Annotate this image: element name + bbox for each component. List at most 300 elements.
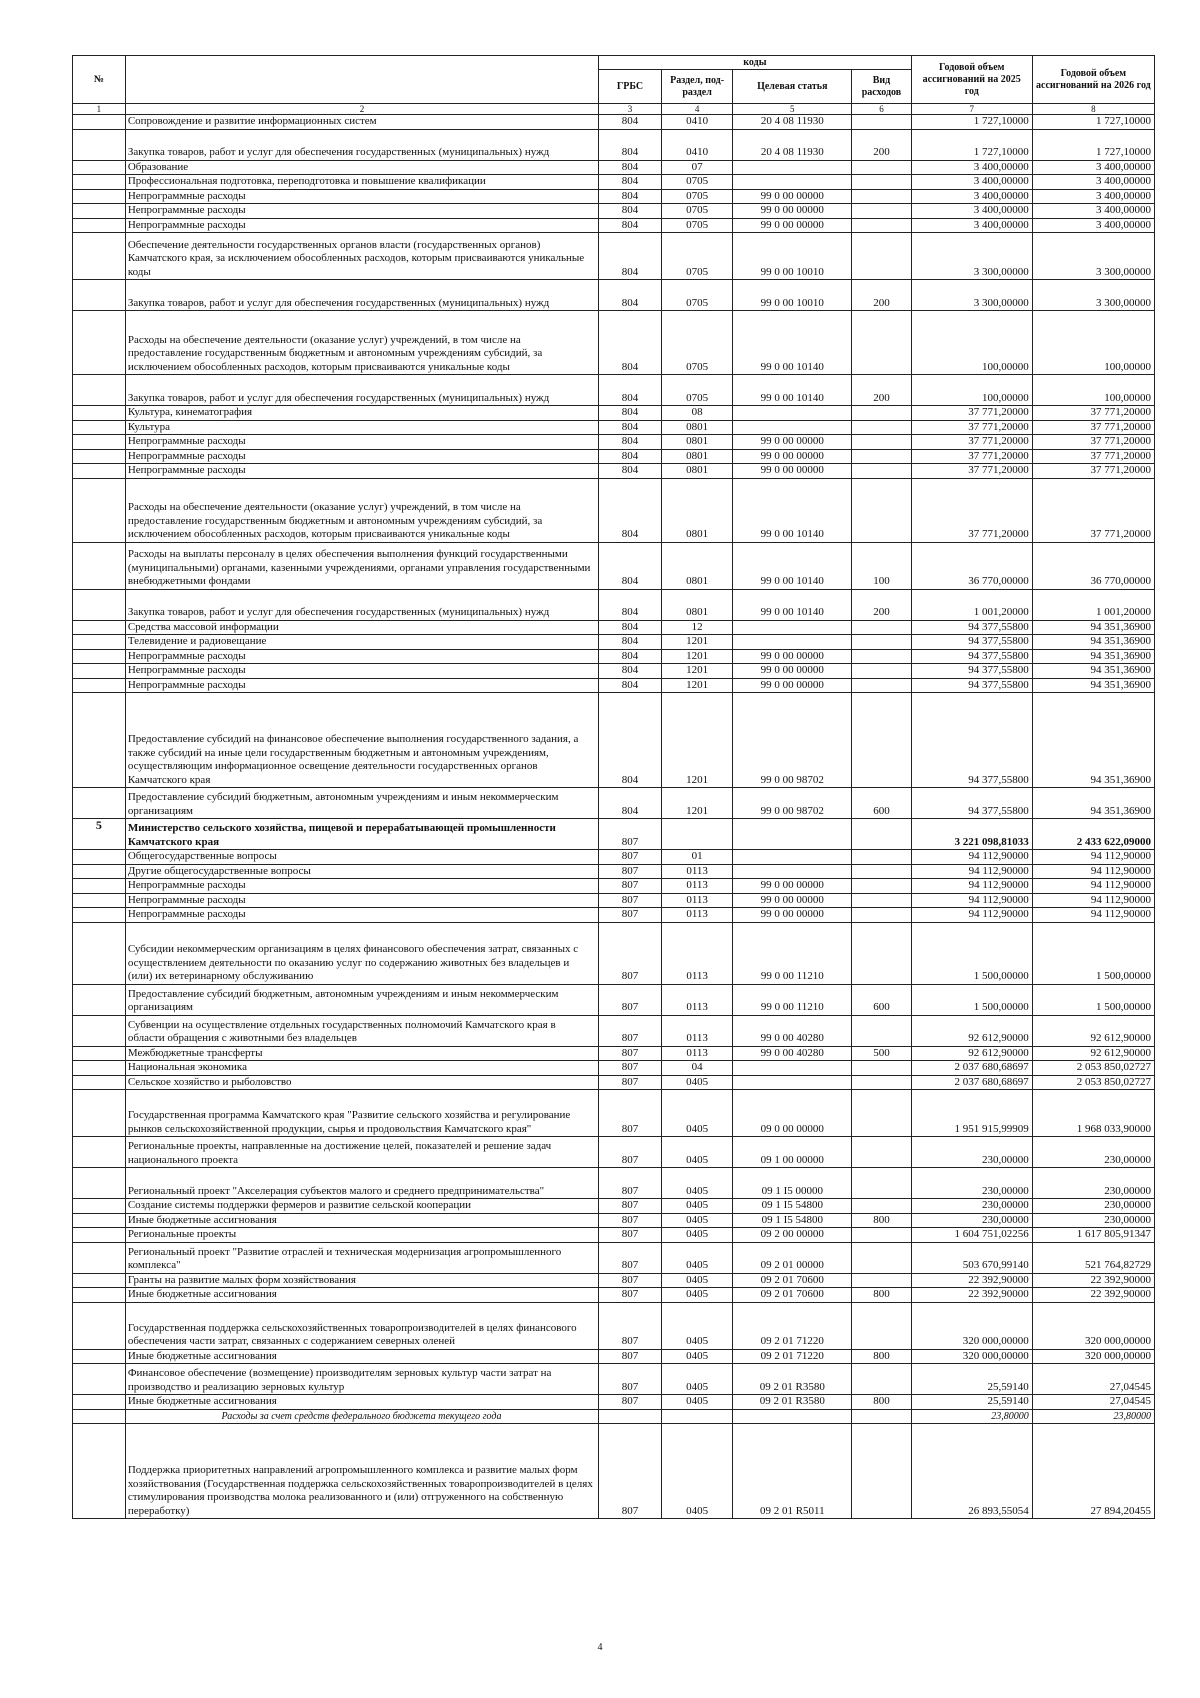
row-number bbox=[73, 1137, 126, 1168]
row-grbs-code: 807 bbox=[599, 1090, 662, 1137]
table-row bbox=[73, 819, 1155, 850]
row-expense-type bbox=[852, 922, 911, 984]
row-name: Государственная программа Камчатского края "Развитие сельского хозяйства и регулирование рынков сельскохозяйственной продукции, сырья и продовольствия Камчатского края" bbox=[125, 1090, 598, 1137]
row-number bbox=[73, 678, 126, 693]
row-name: Непрограммные расходы bbox=[125, 908, 598, 923]
row-number bbox=[73, 922, 126, 984]
row-volume-2025: 100,00000 bbox=[911, 311, 1032, 375]
row-section-code: 0113 bbox=[661, 879, 733, 894]
row-section-code: 0405 bbox=[661, 1273, 733, 1288]
row-section-code: 0405 bbox=[661, 1242, 733, 1273]
column-number: 4 bbox=[661, 104, 733, 115]
row-target-article: 09 1 I5 00000 bbox=[733, 1168, 852, 1199]
row-target-article: 09 2 01 70600 bbox=[733, 1273, 852, 1288]
row-section-code: 0405 bbox=[661, 1349, 733, 1364]
row-name: Сопровождение и развитие информационных систем bbox=[125, 115, 598, 130]
row-name: Закупка товаров, работ и услуг для обеспечения государственных (муниципальных) нужд bbox=[125, 589, 598, 620]
row-target-article: 09 2 01 R3580 bbox=[733, 1364, 852, 1395]
row-name: Непрограммные расходы bbox=[125, 204, 598, 219]
row-section-code: 0410 bbox=[661, 129, 733, 160]
row-grbs-code: 807 bbox=[599, 1046, 662, 1061]
row-name: Субвенции на осуществление отдельных государственных полномочий Камчатского края в области обращения с животными без владельцев bbox=[125, 1015, 598, 1046]
row-section-code: 0705 bbox=[661, 218, 733, 233]
row-name: Культура, кинематография bbox=[125, 406, 598, 421]
row-name: Предоставление субсидий бюджетным, автономным учреждениям и иным некоммерческим организациям bbox=[125, 984, 598, 1015]
row-target-article: 99 0 00 10140 bbox=[733, 478, 852, 542]
row-volume-2025: 22 392,90000 bbox=[911, 1273, 1032, 1288]
row-name: Национальная экономика bbox=[125, 1061, 598, 1076]
table-row bbox=[73, 1090, 1155, 1137]
row-expense-type bbox=[852, 1302, 911, 1349]
row-volume-2026: 37 771,20000 bbox=[1032, 449, 1154, 464]
table-row bbox=[73, 879, 1155, 894]
row-section-code: 0705 bbox=[661, 233, 733, 280]
row-name: Расходы на обеспечение деятельности (оказание услуг) учреждений, в том числе на предоставление государственным бюджетным и автономным учреждениям субсидий, за исключением обособленных расходов, которым присваиваются уникальные коды bbox=[125, 311, 598, 375]
row-target-article: 99 0 00 00000 bbox=[733, 189, 852, 204]
row-section-code: 0405 bbox=[661, 1075, 733, 1090]
row-volume-2026: 1 727,10000 bbox=[1032, 129, 1154, 160]
row-number bbox=[73, 160, 126, 175]
row-target-article: 09 2 01 71220 bbox=[733, 1302, 852, 1349]
row-expense-type bbox=[852, 449, 911, 464]
row-name: Непрограммные расходы bbox=[125, 189, 598, 204]
row-section-code: 1201 bbox=[661, 693, 733, 788]
row-volume-2025: 22 392,90000 bbox=[911, 1288, 1032, 1303]
row-number bbox=[73, 115, 126, 130]
row-section-code bbox=[661, 1409, 733, 1424]
row-section-code: 0705 bbox=[661, 280, 733, 311]
table-row bbox=[73, 649, 1155, 664]
row-target-article: 99 0 00 11210 bbox=[733, 984, 852, 1015]
row-volume-2026: 3 300,00000 bbox=[1032, 233, 1154, 280]
row-volume-2025: 94 112,90000 bbox=[911, 864, 1032, 879]
row-target-article: 99 0 00 00000 bbox=[733, 464, 852, 479]
table-row bbox=[73, 1137, 1155, 1168]
row-number bbox=[73, 984, 126, 1015]
row-section-code: 0405 bbox=[661, 1424, 733, 1519]
row-volume-2026: 94 351,36900 bbox=[1032, 664, 1154, 679]
row-section-code: 0405 bbox=[661, 1395, 733, 1410]
table-row bbox=[73, 435, 1155, 450]
row-volume-2025: 503 670,99140 bbox=[911, 1242, 1032, 1273]
row-name: Создание системы поддержки фермеров и развитие сельской кооперации bbox=[125, 1199, 598, 1214]
row-expense-type bbox=[852, 635, 911, 650]
row-expense-type bbox=[852, 693, 911, 788]
table-row bbox=[73, 280, 1155, 311]
row-volume-2026: 92 612,90000 bbox=[1032, 1046, 1154, 1061]
row-target-article: 99 0 00 00000 bbox=[733, 649, 852, 664]
row-number bbox=[73, 1409, 126, 1424]
row-number bbox=[73, 1046, 126, 1061]
table-row bbox=[73, 233, 1155, 280]
row-volume-2025: 23,80000 bbox=[911, 1409, 1032, 1424]
row-number bbox=[73, 175, 126, 190]
row-volume-2025: 230,00000 bbox=[911, 1137, 1032, 1168]
row-name: Министерство сельского хозяйства, пищевой и перерабатывающей промышленности Камчатского края bbox=[125, 819, 598, 850]
row-grbs-code: 807 bbox=[599, 819, 662, 850]
row-expense-type bbox=[852, 160, 911, 175]
row-target-article bbox=[733, 635, 852, 650]
table-row bbox=[73, 449, 1155, 464]
row-volume-2026: 37 771,20000 bbox=[1032, 464, 1154, 479]
row-volume-2025: 2 037 680,68697 bbox=[911, 1075, 1032, 1090]
table-row bbox=[73, 864, 1155, 879]
row-name: Региональные проекты bbox=[125, 1228, 598, 1243]
row-name: Непрограммные расходы bbox=[125, 678, 598, 693]
row-volume-2025: 3 400,00000 bbox=[911, 204, 1032, 219]
row-number bbox=[73, 649, 126, 664]
row-number bbox=[73, 435, 126, 450]
table-row bbox=[73, 664, 1155, 679]
row-volume-2026: 3 400,00000 bbox=[1032, 218, 1154, 233]
row-number bbox=[73, 375, 126, 406]
row-expense-type bbox=[852, 1199, 911, 1214]
row-expense-type bbox=[852, 1273, 911, 1288]
row-volume-2026: 94 351,36900 bbox=[1032, 635, 1154, 650]
row-expense-type: 200 bbox=[852, 129, 911, 160]
row-grbs-code: 804 bbox=[599, 420, 662, 435]
row-volume-2026: 320 000,00000 bbox=[1032, 1302, 1154, 1349]
row-target-article: 99 0 00 00000 bbox=[733, 678, 852, 693]
row-target-article: 09 2 01 R5011 bbox=[733, 1424, 852, 1519]
row-expense-type bbox=[852, 233, 911, 280]
row-number bbox=[73, 893, 126, 908]
row-target-article bbox=[733, 1061, 852, 1076]
row-expense-type bbox=[852, 1424, 911, 1519]
row-number bbox=[73, 620, 126, 635]
page-number: 4 bbox=[597, 1642, 603, 1653]
row-grbs-code: 807 bbox=[599, 1349, 662, 1364]
table-row bbox=[73, 129, 1155, 160]
row-expense-type bbox=[852, 1075, 911, 1090]
row-expense-type bbox=[852, 893, 911, 908]
table-row bbox=[73, 1168, 1155, 1199]
row-expense-type: 800 bbox=[852, 1288, 911, 1303]
row-grbs-code: 807 bbox=[599, 1015, 662, 1046]
row-target-article: 99 0 00 40280 bbox=[733, 1015, 852, 1046]
row-name: Региональный проект "Акселерация субъектов малого и среднего предпринимательства" bbox=[125, 1168, 598, 1199]
row-volume-2026: 1 727,10000 bbox=[1032, 115, 1154, 130]
row-expense-type bbox=[852, 218, 911, 233]
row-volume-2026: 100,00000 bbox=[1032, 375, 1154, 406]
row-expense-type bbox=[852, 406, 911, 421]
row-section-code: 1201 bbox=[661, 678, 733, 693]
row-target-article: 20 4 08 11930 bbox=[733, 129, 852, 160]
table-row bbox=[73, 620, 1155, 635]
row-section-code: 0705 bbox=[661, 311, 733, 375]
row-target-article bbox=[733, 420, 852, 435]
row-volume-2026: 37 771,20000 bbox=[1032, 435, 1154, 450]
column-number-row bbox=[73, 104, 1155, 115]
row-number bbox=[73, 233, 126, 280]
row-volume-2026: 27,04545 bbox=[1032, 1364, 1154, 1395]
row-expense-type: 800 bbox=[852, 1213, 911, 1228]
row-target-article: 99 0 00 10140 bbox=[733, 542, 852, 589]
table-row bbox=[73, 406, 1155, 421]
row-volume-2025: 36 770,00000 bbox=[911, 542, 1032, 589]
row-grbs-code: 807 bbox=[599, 1228, 662, 1243]
row-target-article: 99 0 00 10140 bbox=[733, 589, 852, 620]
row-expense-type bbox=[852, 678, 911, 693]
row-number bbox=[73, 449, 126, 464]
row-number: 5 bbox=[73, 819, 126, 850]
table-row bbox=[73, 693, 1155, 788]
row-volume-2025: 3 400,00000 bbox=[911, 175, 1032, 190]
row-expense-type bbox=[852, 1242, 911, 1273]
table-row bbox=[73, 1302, 1155, 1349]
row-name: Непрограммные расходы bbox=[125, 449, 598, 464]
row-grbs-code: 804 bbox=[599, 311, 662, 375]
table-row bbox=[73, 678, 1155, 693]
row-grbs-code: 807 bbox=[599, 1061, 662, 1076]
row-grbs-code: 804 bbox=[599, 635, 662, 650]
row-name: Средства массовой информации bbox=[125, 620, 598, 635]
row-volume-2025: 230,00000 bbox=[911, 1199, 1032, 1214]
row-expense-type bbox=[852, 819, 911, 850]
row-volume-2026: 94 351,36900 bbox=[1032, 649, 1154, 664]
row-target-article: 99 0 00 00000 bbox=[733, 449, 852, 464]
row-target-article bbox=[733, 1075, 852, 1090]
row-number bbox=[73, 1273, 126, 1288]
table-row bbox=[73, 311, 1155, 375]
row-number bbox=[73, 635, 126, 650]
column-number: 8 bbox=[1032, 104, 1154, 115]
row-section-code: 0801 bbox=[661, 589, 733, 620]
row-name: Непрограммные расходы bbox=[125, 879, 598, 894]
row-section-code: 04 bbox=[661, 1061, 733, 1076]
row-target-article bbox=[733, 406, 852, 421]
table-header bbox=[73, 56, 1155, 115]
table-row bbox=[73, 1046, 1155, 1061]
row-grbs-code: 807 bbox=[599, 1302, 662, 1349]
row-number bbox=[73, 1302, 126, 1349]
row-volume-2025: 3 221 098,81033 bbox=[911, 819, 1032, 850]
row-grbs-code: 807 bbox=[599, 908, 662, 923]
row-grbs-code: 804 bbox=[599, 175, 662, 190]
row-grbs-code: 804 bbox=[599, 664, 662, 679]
table-row bbox=[73, 850, 1155, 865]
table-row bbox=[73, 1242, 1155, 1273]
row-grbs-code: 804 bbox=[599, 464, 662, 479]
row-number bbox=[73, 1090, 126, 1137]
row-expense-type: 200 bbox=[852, 375, 911, 406]
row-volume-2026: 94 351,36900 bbox=[1032, 788, 1154, 819]
row-volume-2026: 23,80000 bbox=[1032, 1409, 1154, 1424]
row-name: Региональный проект "Развитие отраслей и техническая модернизация агропромышленного комплекса" bbox=[125, 1242, 598, 1273]
row-name: Иные бюджетные ассигнования bbox=[125, 1349, 598, 1364]
row-volume-2025: 25,59140 bbox=[911, 1395, 1032, 1410]
row-grbs-code: 804 bbox=[599, 678, 662, 693]
table-row bbox=[73, 1075, 1155, 1090]
row-volume-2025: 1 500,00000 bbox=[911, 984, 1032, 1015]
row-name: Общегосударственные вопросы bbox=[125, 850, 598, 865]
row-volume-2025: 1 727,10000 bbox=[911, 115, 1032, 130]
row-grbs-code: 807 bbox=[599, 1424, 662, 1519]
row-section-code: 0113 bbox=[661, 984, 733, 1015]
table-row bbox=[73, 1061, 1155, 1076]
row-name: Межбюджетные трансферты bbox=[125, 1046, 598, 1061]
row-expense-type bbox=[852, 464, 911, 479]
row-volume-2026: 37 771,20000 bbox=[1032, 420, 1154, 435]
row-grbs-code: 807 bbox=[599, 1395, 662, 1410]
table-row bbox=[73, 984, 1155, 1015]
row-volume-2026: 94 351,36900 bbox=[1032, 620, 1154, 635]
row-target-article: 99 0 00 10010 bbox=[733, 233, 852, 280]
row-grbs-code: 804 bbox=[599, 375, 662, 406]
row-grbs-code: 804 bbox=[599, 542, 662, 589]
row-expense-type bbox=[852, 311, 911, 375]
row-volume-2026: 2 053 850,02727 bbox=[1032, 1061, 1154, 1076]
row-volume-2026: 37 771,20000 bbox=[1032, 478, 1154, 542]
row-expense-type bbox=[852, 435, 911, 450]
row-name: Субсидии некоммерческим организациям в целях финансового обеспечения затрат, связанных с осуществлением деятельности по оказанию услуг по содержанию животных без владельцев и (или) их ветеринарному обслуживанию bbox=[125, 922, 598, 984]
row-volume-2025: 1 727,10000 bbox=[911, 129, 1032, 160]
row-section-code: 0801 bbox=[661, 478, 733, 542]
row-volume-2025: 100,00000 bbox=[911, 375, 1032, 406]
row-expense-type: 800 bbox=[852, 1349, 911, 1364]
row-volume-2026: 1 500,00000 bbox=[1032, 984, 1154, 1015]
table-row bbox=[73, 204, 1155, 219]
row-volume-2025: 94 112,90000 bbox=[911, 850, 1032, 865]
row-expense-type bbox=[852, 1168, 911, 1199]
row-name: Иные бюджетные ассигнования bbox=[125, 1288, 598, 1303]
row-number bbox=[73, 129, 126, 160]
row-number bbox=[73, 1364, 126, 1395]
row-volume-2026: 1 500,00000 bbox=[1032, 922, 1154, 984]
row-volume-2025: 94 377,55800 bbox=[911, 664, 1032, 679]
row-target-article: 99 0 00 00000 bbox=[733, 218, 852, 233]
row-name: Гранты на развитие малых форм хозяйствования bbox=[125, 1273, 598, 1288]
row-grbs-code: 804 bbox=[599, 589, 662, 620]
row-number bbox=[73, 189, 126, 204]
row-section-code: 0113 bbox=[661, 893, 733, 908]
column-number: 3 bbox=[599, 104, 662, 115]
row-section-code: 01 bbox=[661, 850, 733, 865]
row-target-article: 99 0 00 10140 bbox=[733, 311, 852, 375]
row-volume-2026: 27,04545 bbox=[1032, 1395, 1154, 1410]
row-name: Финансовое обеспечение (возмещение) производителям зерновых культур части затрат на производство и реализацию зерновых культур bbox=[125, 1364, 598, 1395]
table-row bbox=[73, 589, 1155, 620]
row-volume-2026: 521 764,82729 bbox=[1032, 1242, 1154, 1273]
row-name: Непрограммные расходы bbox=[125, 649, 598, 664]
row-volume-2025: 26 893,55054 bbox=[911, 1424, 1032, 1519]
row-target-article: 99 0 00 00000 bbox=[733, 893, 852, 908]
table-row bbox=[73, 1409, 1155, 1424]
row-grbs-code: 804 bbox=[599, 649, 662, 664]
row-target-article bbox=[733, 175, 852, 190]
row-number bbox=[73, 204, 126, 219]
row-name: Расходы на выплаты персоналу в целях обеспечения выполнения функций государственными (муниципальными) органами, казенными учреждениями, органами управления государственными внебюджетными фондами bbox=[125, 542, 598, 589]
row-number bbox=[73, 1015, 126, 1046]
row-name: Расходы на обеспечение деятельности (оказание услуг) учреждений, в том числе на предоставление государственным бюджетным и автономным учреждениям субсидий, за исключением обособленных расходов, которым присваиваются уникальные коды bbox=[125, 478, 598, 542]
row-volume-2025: 37 771,20000 bbox=[911, 464, 1032, 479]
row-volume-2026: 1 001,20000 bbox=[1032, 589, 1154, 620]
row-volume-2025: 3 400,00000 bbox=[911, 160, 1032, 175]
row-target-article: 20 4 08 11930 bbox=[733, 115, 852, 130]
row-target-article: 99 0 00 98702 bbox=[733, 788, 852, 819]
row-name: Непрограммные расходы bbox=[125, 435, 598, 450]
table-row bbox=[73, 635, 1155, 650]
row-grbs-code: 807 bbox=[599, 1137, 662, 1168]
row-section-code: 0113 bbox=[661, 922, 733, 984]
row-volume-2026: 2 053 850,02727 bbox=[1032, 1075, 1154, 1090]
row-number bbox=[73, 850, 126, 865]
row-target-article bbox=[733, 620, 852, 635]
row-volume-2026: 94 112,90000 bbox=[1032, 879, 1154, 894]
row-target-article: 99 0 00 10140 bbox=[733, 375, 852, 406]
table-row bbox=[73, 160, 1155, 175]
table-row bbox=[73, 1015, 1155, 1046]
row-volume-2025: 320 000,00000 bbox=[911, 1302, 1032, 1349]
row-volume-2026: 230,00000 bbox=[1032, 1213, 1154, 1228]
row-volume-2026: 3 300,00000 bbox=[1032, 280, 1154, 311]
row-name: Непрограммные расходы bbox=[125, 664, 598, 679]
row-section-code: 0705 bbox=[661, 375, 733, 406]
row-number bbox=[73, 280, 126, 311]
row-volume-2025: 1 604 751,02256 bbox=[911, 1228, 1032, 1243]
row-section-code: 0705 bbox=[661, 189, 733, 204]
row-volume-2025: 37 771,20000 bbox=[911, 449, 1032, 464]
row-target-article: 09 1 I5 54800 bbox=[733, 1199, 852, 1214]
row-number bbox=[73, 1168, 126, 1199]
row-expense-type bbox=[852, 175, 911, 190]
header-grbs: ГРБС bbox=[599, 70, 662, 104]
row-grbs-code: 807 bbox=[599, 1273, 662, 1288]
row-section-code bbox=[661, 819, 733, 850]
row-grbs-code: 804 bbox=[599, 189, 662, 204]
row-expense-type bbox=[852, 1137, 911, 1168]
table-row bbox=[73, 1364, 1155, 1395]
row-number bbox=[73, 693, 126, 788]
row-expense-type bbox=[852, 478, 911, 542]
row-volume-2025: 2 037 680,68697 bbox=[911, 1061, 1032, 1076]
row-target-article: 09 1 I5 54800 bbox=[733, 1213, 852, 1228]
row-grbs-code: 804 bbox=[599, 115, 662, 130]
row-number bbox=[73, 589, 126, 620]
row-volume-2026: 1 617 805,91347 bbox=[1032, 1228, 1154, 1243]
header-expense-type: Вид расходов bbox=[852, 70, 911, 104]
row-grbs-code: 807 bbox=[599, 864, 662, 879]
row-section-code: 1201 bbox=[661, 635, 733, 650]
row-name: Образование bbox=[125, 160, 598, 175]
row-volume-2026: 94 351,36900 bbox=[1032, 678, 1154, 693]
row-target-article: 99 0 00 00000 bbox=[733, 879, 852, 894]
row-expense-type bbox=[852, 1409, 911, 1424]
row-section-code: 0801 bbox=[661, 542, 733, 589]
row-name: Предоставление субсидий бюджетным, автономным учреждениям и иным некоммерческим организациям bbox=[125, 788, 598, 819]
header-codes: коды bbox=[599, 56, 912, 70]
row-grbs-code: 804 bbox=[599, 406, 662, 421]
row-number bbox=[73, 1288, 126, 1303]
row-volume-2026: 3 400,00000 bbox=[1032, 204, 1154, 219]
row-target-article bbox=[733, 1409, 852, 1424]
row-expense-type bbox=[852, 620, 911, 635]
row-section-code: 0113 bbox=[661, 1015, 733, 1046]
row-grbs-code: 804 bbox=[599, 129, 662, 160]
row-volume-2025: 92 612,90000 bbox=[911, 1046, 1032, 1061]
budget-table bbox=[72, 55, 1155, 1519]
row-name: Непрограммные расходы bbox=[125, 218, 598, 233]
row-number bbox=[73, 879, 126, 894]
row-number bbox=[73, 542, 126, 589]
row-grbs-code: 804 bbox=[599, 449, 662, 464]
row-expense-type: 200 bbox=[852, 589, 911, 620]
row-target-article: 09 2 01 00000 bbox=[733, 1242, 852, 1273]
row-target-article: 99 0 00 00000 bbox=[733, 435, 852, 450]
row-volume-2026: 94 112,90000 bbox=[1032, 893, 1154, 908]
row-volume-2025: 92 612,90000 bbox=[911, 1015, 1032, 1046]
row-section-code: 0405 bbox=[661, 1288, 733, 1303]
